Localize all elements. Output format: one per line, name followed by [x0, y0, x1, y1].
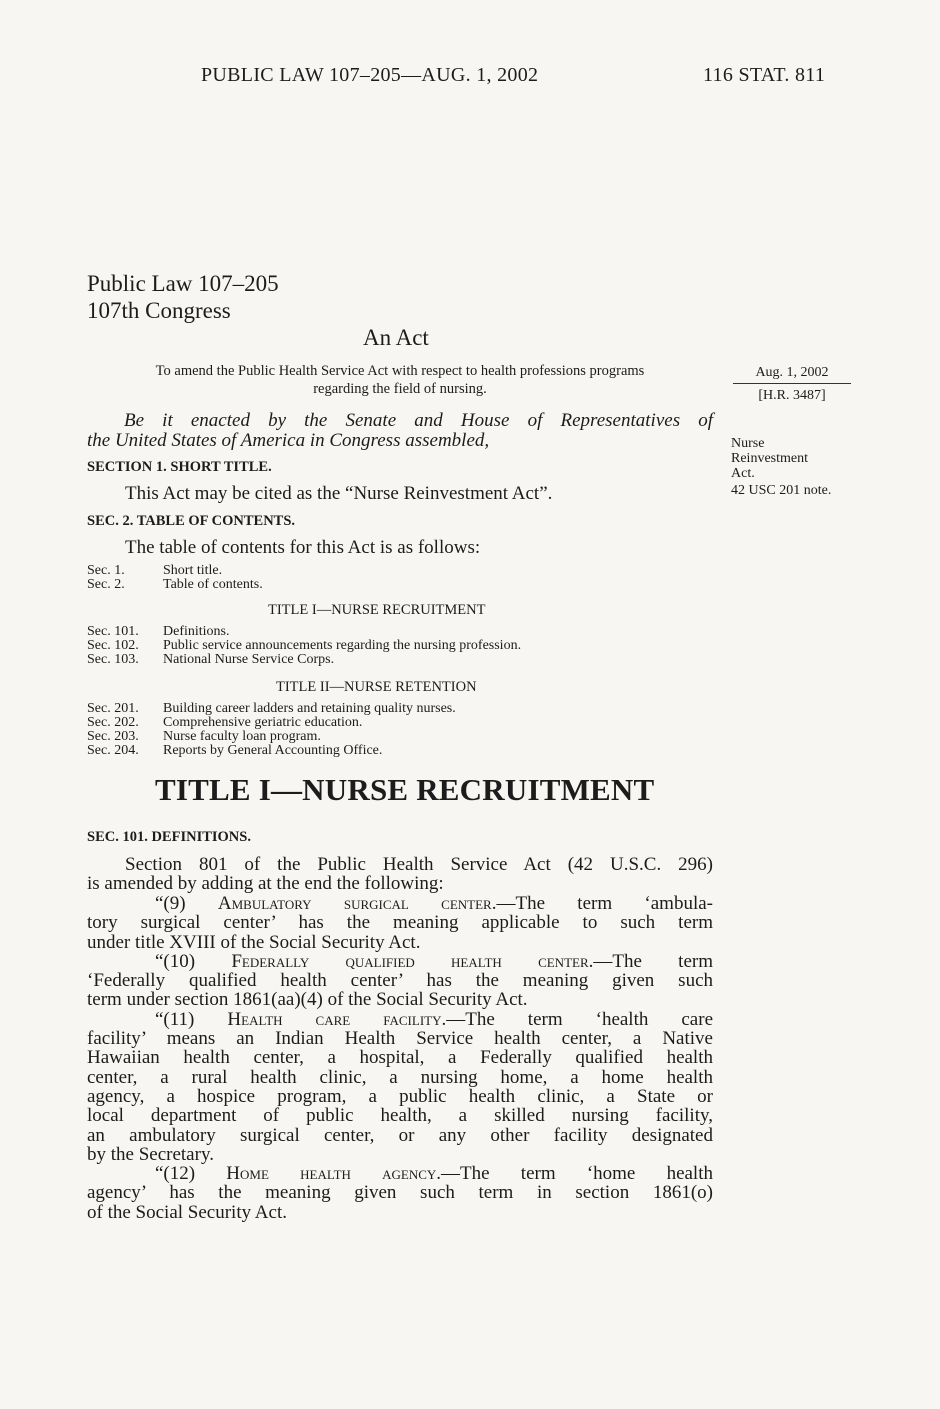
- public-law-number: Public Law 107–205: [87, 271, 279, 296]
- definition-10: [127, 952, 713, 971]
- toc-title-1-heading: TITLE I—NURSE RECRUITMENT: [268, 602, 486, 618]
- margin-note-line: Reinvestment: [731, 451, 808, 466]
- section-2-text: The table of contents for this Act is as follows:: [125, 537, 481, 558]
- toc-entry-number: Sec. 204.: [87, 743, 139, 758]
- toc-entry: [87, 716, 456, 730]
- body-line: tory surgical center’ has the meaning applicable to such term: [87, 912, 713, 934]
- toc-entry-title: Definitions.: [163, 624, 230, 639]
- definition-12: [127, 1164, 713, 1183]
- toc-entry-number: Sec. 103.: [87, 652, 139, 667]
- definitions-list: [87, 893, 714, 1223]
- toc-entry-number: Sec. 201.: [87, 701, 139, 716]
- body-line: .—The term: [588, 950, 713, 972]
- toc-title-1: [87, 625, 521, 667]
- body-line: of the Social Security Act.: [87, 1201, 287, 1223]
- toc-entry: [87, 625, 521, 639]
- body-line: .—The term ‘health care: [441, 1008, 714, 1030]
- toc-entry-title: Building career ladders and retaining quality nurses.: [163, 701, 456, 716]
- congress-number: 107th Congress: [87, 298, 231, 323]
- body-line: by the Secretary.: [87, 1143, 214, 1165]
- margin-note-short-title: [731, 436, 808, 481]
- definition-number: “(10): [155, 950, 232, 972]
- an-act-heading: An Act: [363, 325, 429, 350]
- toc-general: [87, 564, 263, 592]
- toc-entry-title: Comprehensive geriatric education.: [163, 715, 363, 730]
- body-line: .—The term ‘home health: [436, 1163, 713, 1185]
- definition-number: “(12): [155, 1163, 227, 1185]
- purpose-line: regarding the field of nursing.: [313, 381, 487, 397]
- toc-entry-number: Sec. 202.: [87, 715, 139, 730]
- toc-entry-number: Sec. 101.: [87, 624, 139, 639]
- section-101-heading: SEC. 101. DEFINITIONS.: [87, 829, 251, 845]
- body-line: .—The term ‘ambula-: [491, 893, 713, 914]
- toc-title-2: [87, 702, 456, 758]
- running-head-stat-page: 116 STAT. 811: [703, 64, 826, 86]
- toc-entry-title: Nurse faculty loan program.: [163, 729, 321, 744]
- toc-entry: [87, 564, 263, 578]
- body-line: local department of public health, a skilled nursing facility,: [87, 1105, 713, 1127]
- margin-note-line: Act.: [731, 466, 755, 481]
- enacting-line: Be it enacted by the Senate and House of Representatives of: [124, 410, 713, 431]
- toc-entry: [87, 702, 456, 716]
- body-line: facility’ means an Indian Health Service health center, a Native: [87, 1028, 713, 1050]
- toc-entry-number: Sec. 203.: [87, 729, 139, 744]
- purpose-line: To amend the Public Health Service Act with respect to health professions programs: [155, 363, 645, 379]
- body-line: term under section 1861(aa)(4) of the Social Security Act.: [87, 989, 528, 1011]
- definition-term: Ambulatory surgical center: [217, 893, 492, 914]
- section-2-heading: SEC. 2. TABLE OF CONTENTS.: [87, 513, 296, 529]
- definition-term: Home health agency: [226, 1163, 437, 1185]
- section-1-text: This Act may be cited as the “Nurse Reinvestment Act”.: [125, 483, 553, 504]
- running-head-title: PUBLIC LAW 107–205—AUG. 1, 2002: [201, 64, 539, 86]
- enacting-line: the United States of America in Congress assembled,: [87, 430, 490, 451]
- toc-entry: [87, 730, 456, 744]
- bill-number: [H.R. 3487]: [758, 388, 826, 403]
- body-line: an ambulatory surgical center, or any other facility designated: [87, 1124, 713, 1146]
- body-line: Section 801 of the Public Health Service Act (42 U.S.C. 296): [125, 854, 713, 875]
- definition-number: “(9): [155, 893, 218, 914]
- margin-enactment-date: [733, 364, 851, 405]
- enacting-clause: [87, 411, 713, 451]
- definition-11: [127, 1010, 713, 1029]
- toc-entry-title: Table of contents.: [163, 577, 263, 592]
- section-1-heading: SECTION 1. SHORT TITLE.: [87, 459, 272, 475]
- toc-entry-title: Reports by General Accounting Office.: [163, 743, 383, 758]
- margin-usc-citation: 42 USC 201 note.: [731, 483, 832, 498]
- definition-9: [127, 894, 713, 913]
- toc-entry-title: Short title.: [163, 563, 223, 578]
- toc-entry-number: Sec. 1.: [87, 563, 125, 578]
- toc-title-2-heading: TITLE II—NURSE RETENTION: [276, 679, 477, 695]
- body-line: under title XVIII of the Social Security Act.: [87, 931, 421, 953]
- toc-entry-title: Public service announcements regarding the nursing profession.: [163, 638, 522, 653]
- toc-entry: [87, 578, 263, 592]
- body-line: agency, a hospice program, a public health clinic, a State or: [87, 1085, 713, 1107]
- title-1-heading: TITLE I—NURSE RECRUITMENT: [155, 772, 655, 807]
- body-line: ‘Federally qualified health center’ has the meaning given such: [87, 970, 713, 992]
- definition-number: “(11): [155, 1008, 228, 1030]
- toc-entry-title: National Nurse Service Corps.: [163, 652, 335, 667]
- law-heading: [87, 270, 279, 324]
- body-line: agency’ has the meaning given such term in section 1861(o): [87, 1182, 713, 1204]
- definition-term: Federally qualified health center: [231, 950, 589, 972]
- body-line: center, a rural health clinic, a nursing home, a home health: [87, 1066, 713, 1088]
- body-line: Hawaiian health center, a hospital, a Federally qualified health: [87, 1047, 713, 1069]
- toc-entry: [87, 744, 456, 758]
- purpose-clause: [86, 362, 714, 398]
- section-101-intro: [87, 855, 713, 894]
- enactment-date: Aug. 1, 2002: [733, 364, 851, 384]
- definition-term: Health care facility: [227, 1008, 442, 1030]
- body-line: is amended by adding at the end the following:: [87, 873, 444, 895]
- toc-entry-number: Sec. 102.: [87, 638, 139, 653]
- toc-entry-number: Sec. 2.: [87, 577, 125, 592]
- toc-entry: [87, 639, 521, 653]
- margin-note-line: Nurse: [731, 436, 765, 451]
- toc-entry: [87, 653, 521, 667]
